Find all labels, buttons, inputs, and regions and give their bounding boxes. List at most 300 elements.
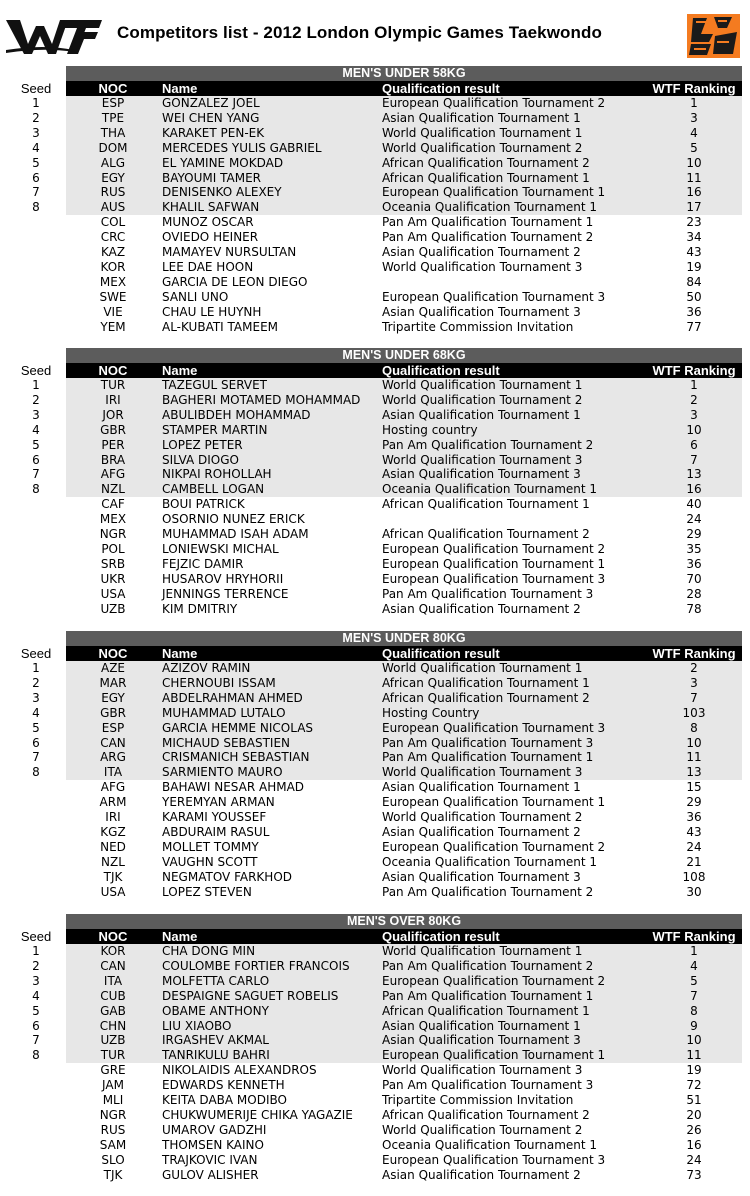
noc-cell: RUS <box>100 185 126 200</box>
qualification-cell: African Qualification Tournament 1 <box>382 675 590 690</box>
ranking-cell: 7 <box>690 452 698 467</box>
qualification-cell: Pan Am Qualification Tournament 3 <box>382 1078 594 1093</box>
qualification-cell: African Qualification Tournament 2 <box>382 1107 590 1122</box>
qualification-header: Qualification result <box>382 81 500 96</box>
qualification-cell: World Qualification Tournament 3 <box>382 1063 583 1078</box>
qualification-cell: World Qualification Tournament 2 <box>382 140 583 155</box>
ranking-cell: 43 <box>686 824 702 839</box>
qualification-cell: African Qualification Tournament 2 <box>382 155 590 170</box>
noc-header: NOC <box>98 81 128 96</box>
name-header: Name <box>162 646 198 661</box>
competitor-row <box>0 676 750 691</box>
qualification-cell: Oceania Qualification Tournament 1 <box>382 1137 598 1152</box>
noc-cell: RUS <box>100 1122 126 1137</box>
name-cell: UMAROV GADZHI <box>162 1122 267 1137</box>
name-cell: ABDELRAHMAN AHMED <box>162 690 303 705</box>
ranking-cell: 1 <box>690 944 698 958</box>
qualification-cell: Asian Qualification Tournament 3 <box>382 869 581 884</box>
ranking-header: WTF Ranking <box>652 646 736 661</box>
qualification-cell: Oceania Qualification Tournament 1 <box>382 200 598 215</box>
name-header: Name <box>162 81 198 96</box>
ranking-cell: 19 <box>686 1063 702 1078</box>
competitor-row <box>0 1093 750 1108</box>
competitor-row <box>0 542 750 557</box>
name-header: Name <box>162 363 198 378</box>
ranking-cell: 2 <box>690 661 698 675</box>
noc-cell: ARG <box>100 750 126 765</box>
competitor-row <box>0 393 750 408</box>
ranking-cell: 8 <box>690 1003 698 1018</box>
seed-cell: 8 <box>32 1048 40 1063</box>
qualification-cell: European Qualification Tournament 3 <box>382 289 606 304</box>
qualification-cell: European Qualification Tournament 2 <box>382 541 606 556</box>
name-cell: CHA DONG MIN <box>162 944 256 958</box>
ranking-cell: 29 <box>686 795 702 810</box>
seed-cell: 8 <box>32 200 40 215</box>
name-cell: VAUGHN SCOTT <box>162 854 258 869</box>
name-cell: TAZEGUL SERVET <box>162 378 267 392</box>
noc-cell: CAN <box>100 735 126 750</box>
ranking-cell: 78 <box>686 601 702 616</box>
name-cell: ABDURAIM RASUL <box>162 824 270 839</box>
seed-cell: 5 <box>32 155 40 170</box>
qualification-cell: World Qualification Tournament 1 <box>382 125 583 140</box>
name-cell: LONIEWSKI MICHAL <box>162 541 279 556</box>
name-cell: GULOV ALISHER <box>162 1167 259 1182</box>
noc-header: NOC <box>98 929 128 944</box>
section-title: MEN'S OVER 80KG <box>66 914 742 929</box>
competitor-row <box>0 959 750 974</box>
competitor-row <box>0 260 750 275</box>
competitor-row <box>0 974 750 989</box>
ranking-cell: 11 <box>686 750 702 765</box>
ranking-cell: 13 <box>686 765 702 780</box>
name-cell: OBAME ANTHONY <box>162 1003 269 1018</box>
name-cell: NEGMATOV FARKHOD <box>162 869 293 884</box>
seed-cell: 2 <box>32 675 40 690</box>
noc-cell: EGY <box>101 690 125 705</box>
name-cell: STAMPER MARTIN <box>162 422 268 437</box>
noc-cell: COL <box>100 215 126 230</box>
competitor-row <box>0 885 750 900</box>
competitor-row <box>0 602 750 617</box>
competitor-row <box>0 171 750 186</box>
qualification-cell: Oceania Qualification Tournament 1 <box>382 854 598 869</box>
ranking-cell: 28 <box>686 586 702 601</box>
seed-header: Seed <box>20 81 52 96</box>
ranking-cell: 10 <box>686 1033 702 1048</box>
name-cell: BOUI PATRICK <box>162 497 245 512</box>
seed-cell: 4 <box>32 422 40 437</box>
qualification-cell: Pan Am Qualification Tournament 2 <box>382 884 594 899</box>
ranking-cell: 23 <box>686 215 702 230</box>
seed-cell: 6 <box>32 1018 40 1033</box>
name-cell: LIU XIAOBO <box>162 1018 232 1033</box>
competitor-row <box>0 453 750 468</box>
name-cell: COULOMBE FORTIER FRANCOIS <box>162 958 350 973</box>
qualification-cell: European Qualification Tournament 3 <box>382 1152 606 1167</box>
noc-cell: MLI <box>102 1093 124 1107</box>
ranking-cell: 16 <box>686 185 702 200</box>
name-cell: OVIEDO HEINER <box>162 230 259 245</box>
ranking-header: WTF Ranking <box>652 363 736 378</box>
ranking-cell: 36 <box>686 304 702 319</box>
seed-cell: 3 <box>32 690 40 705</box>
qualification-cell: Hosting Country <box>382 705 480 720</box>
seed-cell: 1 <box>32 661 40 675</box>
noc-cell: IRI <box>105 392 121 407</box>
competitor-row <box>0 141 750 156</box>
seed-cell: 4 <box>32 988 40 1003</box>
seed-header: Seed <box>20 646 52 661</box>
competitor-row <box>0 944 750 959</box>
qualification-cell: Asian Qualification Tournament 3 <box>382 304 581 319</box>
name-cell: CHUKWUMERIJE CHIKA YAGAZIE <box>162 1107 353 1122</box>
noc-cell: CHN <box>99 1018 127 1033</box>
seed-cell: 1 <box>32 96 40 110</box>
ranking-cell: 11 <box>686 1048 702 1063</box>
noc-cell: NED <box>100 839 126 854</box>
name-cell: KIM DMITRIY <box>162 601 238 616</box>
competitor-row <box>0 230 750 245</box>
name-cell: WEI CHEN YANG <box>162 110 260 125</box>
qualification-header: Qualification result <box>382 929 500 944</box>
section-title: MEN'S UNDER 80KG <box>66 631 742 646</box>
seed-cell: 2 <box>32 110 40 125</box>
ranking-cell: 36 <box>686 810 702 824</box>
competitor-row <box>0 482 750 497</box>
column-header-row <box>0 81 750 96</box>
page-title: Competitors list - 2012 London Olympic Games Taekwondo <box>117 23 602 42</box>
name-cell: GARCIA DE LEON DIEGO <box>162 274 308 289</box>
ranking-cell: 13 <box>686 467 702 482</box>
noc-cell: NZL <box>101 854 125 869</box>
name-cell: TRAJKOVIC IVAN <box>162 1152 258 1167</box>
qualification-cell: Asian Qualification Tournament 2 <box>382 1167 581 1182</box>
ranking-cell: 8 <box>690 720 698 735</box>
competitor-row <box>0 438 750 453</box>
seed-cell: 1 <box>32 378 40 392</box>
name-cell: CRISMANICH SEBASTIAN <box>162 750 310 765</box>
name-cell: TANRIKULU BAHRI <box>162 1048 270 1063</box>
page-header <box>0 0 750 60</box>
competitor-row <box>0 305 750 320</box>
competitor-row <box>0 1063 750 1078</box>
competitor-row <box>0 156 750 171</box>
competitor-row <box>0 572 750 587</box>
name-cell: MERCEDES YULIS GABRIEL <box>162 140 322 155</box>
noc-cell: MAR <box>99 675 127 690</box>
competitor-row <box>0 527 750 542</box>
qualification-cell: African Qualification Tournament 2 <box>382 527 590 541</box>
seed-cell: 7 <box>32 185 40 200</box>
ranking-cell: 43 <box>686 245 702 259</box>
ranking-cell: 3 <box>690 407 698 422</box>
ranking-cell: 40 <box>686 497 702 512</box>
seed-cell: 8 <box>32 482 40 497</box>
seed-cell: 5 <box>32 1003 40 1018</box>
competitor-row <box>0 557 750 572</box>
competitor-row <box>0 512 750 527</box>
noc-cell: NGR <box>99 527 127 541</box>
competitor-row <box>0 795 750 810</box>
seed-cell: 3 <box>32 125 40 140</box>
seed-cell: 2 <box>32 958 40 973</box>
competitor-row <box>0 840 750 855</box>
noc-cell: UZB <box>100 601 126 616</box>
noc-cell: NZL <box>101 482 125 497</box>
noc-cell: SRB <box>100 556 126 571</box>
ranking-cell: 108 <box>682 869 706 884</box>
noc-cell: TPE <box>101 110 125 125</box>
qualification-cell: Tripartite Commission Invitation <box>382 319 574 334</box>
name-cell: ABULIBDEH MOHAMMAD <box>162 407 311 422</box>
competitor-row <box>0 290 750 305</box>
competitor-row <box>0 467 750 482</box>
qualification-cell: African Qualification Tournament 2 <box>382 690 590 705</box>
noc-cell: TJK <box>103 1167 123 1182</box>
competitor-row <box>0 1168 750 1183</box>
competitor-row <box>0 200 750 215</box>
ranking-cell: 7 <box>690 690 698 705</box>
name-cell: KARAMI YOUSSEF <box>162 810 267 824</box>
competitor-row <box>0 1138 750 1153</box>
competitor-row <box>0 378 750 393</box>
noc-cell: ESP <box>101 720 125 735</box>
noc-cell: UKR <box>100 571 126 586</box>
ranking-cell: 1 <box>690 96 698 110</box>
qualification-cell: Asian Qualification Tournament 3 <box>382 467 581 482</box>
seed-cell: 5 <box>32 437 40 452</box>
seed-cell: 6 <box>32 170 40 185</box>
seed-cell: 1 <box>32 944 40 958</box>
seed-cell: 7 <box>32 750 40 765</box>
qualification-cell: African Qualification Tournament 1 <box>382 1003 590 1018</box>
name-cell: BAYOUMI TAMER <box>162 170 261 185</box>
seed-header: Seed <box>20 363 52 378</box>
qualification-header: Qualification result <box>382 646 500 661</box>
qualification-cell: African Qualification Tournament 1 <box>382 170 590 185</box>
noc-cell: AZE <box>100 661 125 675</box>
noc-cell: CUB <box>100 988 126 1003</box>
qualification-cell: Oceania Qualification Tournament 1 <box>382 482 598 497</box>
qualification-cell: Pan Am Qualification Tournament 1 <box>382 988 594 1003</box>
name-cell: BAHAWI NESAR AHMAD <box>162 780 305 795</box>
competitor-row <box>0 765 750 780</box>
ranking-cell: 7 <box>690 988 698 1003</box>
name-cell: OSORNIO NUNEZ ERICK <box>162 512 305 527</box>
name-cell: SILVA DIOGO <box>162 452 239 467</box>
competitor-row <box>0 215 750 230</box>
ranking-cell: 50 <box>686 289 702 304</box>
noc-cell: PER <box>101 437 125 452</box>
noc-cell: KOR <box>100 259 126 274</box>
competitor-row <box>0 989 750 1004</box>
name-cell: BAGHERI MOTAMED MOHAMMAD <box>162 392 361 407</box>
noc-cell: VIE <box>103 304 123 319</box>
name-cell: KARAKET PEN-EK <box>162 125 265 140</box>
qualification-cell: European Qualification Tournament 2 <box>382 96 606 110</box>
competitor-row <box>0 825 750 840</box>
competitor-row <box>0 736 750 751</box>
competitor-row <box>0 423 750 438</box>
ranking-cell: 19 <box>686 259 702 274</box>
competitor-row <box>0 126 750 141</box>
competitor-row <box>0 275 750 290</box>
ranking-cell: 72 <box>686 1078 702 1093</box>
seed-cell: 8 <box>32 765 40 780</box>
seed-cell: 4 <box>32 705 40 720</box>
ranking-cell: 24 <box>686 512 702 527</box>
name-cell: NIKPAI ROHOLLAH <box>162 467 272 482</box>
competitor-row <box>0 111 750 126</box>
noc-cell: ITA <box>103 765 123 780</box>
name-cell: HUSAROV HRYHORII <box>162 571 284 586</box>
qualification-cell: World Qualification Tournament 1 <box>382 944 583 958</box>
noc-cell: MEX <box>99 274 127 289</box>
name-cell: JENNINGS TERRENCE <box>162 586 289 601</box>
noc-cell: AUS <box>100 200 126 215</box>
name-cell: NIKOLAIDIS ALEXANDROS <box>162 1063 317 1078</box>
seed-cell: 3 <box>32 973 40 988</box>
ranking-cell: 21 <box>686 854 702 869</box>
qualification-cell: African Qualification Tournament 1 <box>382 497 590 512</box>
qualification-cell: Pan Am Qualification Tournament 3 <box>382 735 594 750</box>
name-cell: GARCIA HEMME NICOLAS <box>162 720 314 735</box>
name-cell: SARMIENTO MAURO <box>162 765 283 780</box>
seed-cell: 3 <box>32 407 40 422</box>
wtf-logo <box>4 14 104 56</box>
qualification-cell: Tripartite Commission Invitation <box>382 1093 574 1107</box>
name-cell: SANLI UNO <box>162 289 229 304</box>
competitor-row <box>0 1033 750 1048</box>
noc-cell: THA <box>100 125 126 140</box>
column-header-row <box>0 646 750 661</box>
name-cell: LOPEZ STEVEN <box>162 884 252 899</box>
ranking-cell: 11 <box>686 170 702 185</box>
competitor-row <box>0 1019 750 1034</box>
london-2012-logo <box>687 14 740 58</box>
name-cell: DENISENKO ALEXEY <box>162 185 282 200</box>
competitor-row <box>0 1108 750 1123</box>
ranking-cell: 103 <box>682 705 706 720</box>
competitor-row <box>0 661 750 676</box>
noc-cell: JAM <box>102 1078 124 1093</box>
noc-cell: USA <box>100 586 126 601</box>
competitor-row <box>0 691 750 706</box>
noc-cell: DOM <box>98 140 128 155</box>
name-cell: LOPEZ PETER <box>162 437 243 452</box>
name-cell: YEREMYAN ARMAN <box>162 795 275 810</box>
name-cell: AZIZOV RAMIN <box>162 661 251 675</box>
ranking-cell: 6 <box>690 437 698 452</box>
qualification-cell: Hosting country <box>382 422 478 437</box>
qualification-cell: Asian Qualification Tournament 3 <box>382 1033 581 1048</box>
noc-cell: KOR <box>100 944 126 958</box>
name-cell: MOLLET TOMMY <box>162 839 259 854</box>
competitor-row <box>0 1048 750 1063</box>
qualification-cell: World Qualification Tournament 1 <box>382 661 583 675</box>
ranking-cell: 10 <box>686 155 702 170</box>
noc-header: NOC <box>98 363 128 378</box>
ranking-cell: 77 <box>686 319 702 334</box>
noc-cell: JOR <box>102 407 124 422</box>
noc-cell: GBR <box>100 422 126 437</box>
name-cell: MAMAYEV NURSULTAN <box>162 245 297 259</box>
noc-cell: GAB <box>100 1003 126 1018</box>
name-cell: KEITA DABA MODIBO <box>162 1093 287 1107</box>
name-cell: EDWARDS KENNETH <box>162 1078 285 1093</box>
noc-cell: AFG <box>100 780 126 795</box>
ranking-cell: 16 <box>686 1137 702 1152</box>
qualification-cell: Pan Am Qualification Tournament 2 <box>382 437 594 452</box>
ranking-cell: 9 <box>690 1018 698 1033</box>
noc-cell: TJK <box>103 869 123 884</box>
competitor-row <box>0 185 750 200</box>
name-cell: MUHAMMAD ISAH ADAM <box>162 527 309 541</box>
ranking-cell: 1 <box>690 378 698 392</box>
ranking-cell: 24 <box>686 839 702 854</box>
noc-cell: USA <box>100 884 126 899</box>
ranking-cell: 10 <box>686 735 702 750</box>
section-title: MEN'S UNDER 58KG <box>66 66 742 81</box>
noc-cell: CRC <box>100 230 126 245</box>
competitor-row <box>0 245 750 260</box>
qualification-cell: Asian Qualification Tournament 1 <box>382 780 581 795</box>
competitor-row <box>0 1004 750 1019</box>
ranking-cell: 5 <box>690 140 698 155</box>
qualification-cell: World Qualification Tournament 1 <box>382 378 583 392</box>
competitor-row <box>0 497 750 512</box>
noc-cell: POL <box>101 541 125 556</box>
qualification-cell: Asian Qualification Tournament 1 <box>382 1018 581 1033</box>
seed-cell: 6 <box>32 452 40 467</box>
qualification-cell: Pan Am Qualification Tournament 1 <box>382 750 594 765</box>
ranking-cell: 24 <box>686 1152 702 1167</box>
competitor-row <box>0 1123 750 1138</box>
name-cell: EL YAMINE MOKDAD <box>162 155 284 170</box>
ranking-cell: 5 <box>690 973 698 988</box>
competitor-row <box>0 750 750 765</box>
name-cell: AL-KUBATI TAMEEM <box>162 319 279 334</box>
noc-cell: TUR <box>100 378 126 392</box>
competitor-row <box>0 587 750 602</box>
ranking-cell: 17 <box>686 200 702 215</box>
qualification-cell: World Qualification Tournament 2 <box>382 810 583 824</box>
noc-header: NOC <box>98 646 128 661</box>
name-header: Name <box>162 929 198 944</box>
name-cell: CHERNOUBI ISSAM <box>162 675 276 690</box>
ranking-cell: 4 <box>690 958 698 973</box>
column-header-row <box>0 363 750 378</box>
ranking-cell: 16 <box>686 482 702 497</box>
ranking-cell: 3 <box>690 675 698 690</box>
qualification-cell: Asian Qualification Tournament 1 <box>382 110 581 125</box>
ranking-cell: 35 <box>686 541 702 556</box>
noc-cell: EGY <box>101 170 125 185</box>
ranking-cell: 51 <box>686 1093 702 1107</box>
competitor-row <box>0 408 750 423</box>
qualification-cell: European Qualification Tournament 2 <box>382 839 606 854</box>
name-cell: THOMSEN KAINO <box>162 1137 264 1152</box>
qualification-cell: World Qualification Tournament 3 <box>382 765 583 780</box>
competitor-row <box>0 870 750 885</box>
ranking-cell: 26 <box>686 1122 702 1137</box>
qualification-cell: European Qualification Tournament 1 <box>382 795 606 810</box>
seed-cell: 4 <box>32 140 40 155</box>
competitor-row <box>0 1078 750 1093</box>
name-cell: KHALIL SAFWAN <box>162 200 260 215</box>
